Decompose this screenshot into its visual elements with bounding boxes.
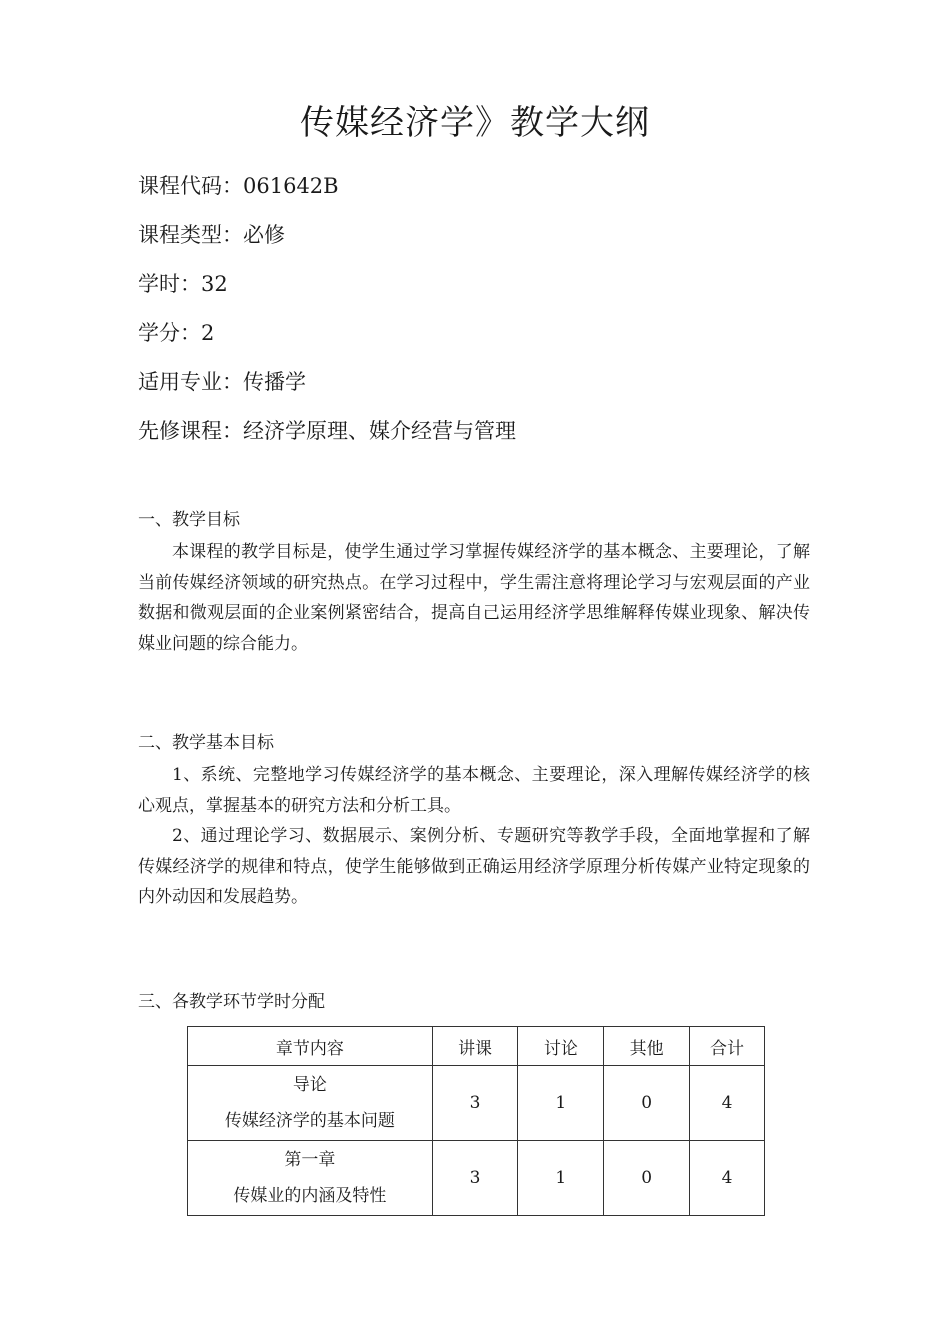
course-code-label: 课程代码： (138, 174, 243, 198)
header-total: 合计 (690, 1027, 765, 1066)
header-chapter-content: 章节内容 (188, 1027, 433, 1066)
course-type-value: 必修 (243, 223, 285, 247)
course-code-row (138, 168, 838, 217)
total-hours-cell: 4 (690, 1141, 765, 1216)
header-discussion: 讨论 (518, 1027, 604, 1066)
prerequisites-value: 经济学原理、媒介经营与管理 (243, 419, 516, 443)
course-hours-row (138, 266, 838, 315)
document-title: 传媒经济学》教学大纲 (300, 103, 650, 143)
course-credits-row (138, 315, 838, 364)
header-lecture: 讲课 (432, 1027, 518, 1066)
chapter-content-cell (188, 1066, 433, 1141)
section-basic-objectives (138, 726, 810, 913)
chapter-name: 导论 (292, 1075, 327, 1095)
chapter-topic: 传媒经济学的基本问题 (224, 1111, 395, 1131)
course-type-row (138, 217, 838, 266)
header-other: 其他 (604, 1027, 690, 1066)
other-hours-cell: 0 (604, 1141, 690, 1216)
chapter-topic: 传媒业的内涵及特性 (233, 1186, 387, 1206)
discussion-hours-cell: 1 (518, 1141, 604, 1216)
paragraph: 本课程的教学目标是，使学生通过学习掌握传媒经济学的基本概念、主要理论，了解当前传媒经济领域的研究热点。在学习过程中，学生需注意将理论学习与宏观层面的产业数据和微观层面的企业案例紧密结合，提高自己运用经济学思维解释传媒业现象、解决传媒业问题的综合能力。 (138, 542, 810, 654)
other-hours-cell: 0 (604, 1066, 690, 1141)
applicable-major-label: 适用专业： (138, 370, 243, 394)
course-code-value: 061642B (243, 174, 339, 198)
section-hours-allocation (138, 985, 810, 1019)
course-hours-value: 32 (201, 272, 228, 296)
lecture-hours-cell: 3 (432, 1066, 518, 1141)
course-type-label: 课程类型： (138, 223, 243, 247)
course-credits-value: 2 (201, 321, 215, 345)
table-header-row (188, 1027, 765, 1066)
applicable-major-value: 传播学 (243, 370, 306, 394)
applicable-major-row (138, 364, 838, 413)
section-heading: 一、教学目标 (138, 510, 240, 530)
hours-allocation-table (187, 1026, 765, 1216)
chapter-name: 第一章 (284, 1150, 336, 1170)
course-info (138, 168, 838, 462)
table-row (188, 1066, 765, 1141)
discussion-hours-cell: 1 (518, 1066, 604, 1141)
section-heading: 二、教学基本目标 (138, 733, 274, 753)
paragraph: 1、系统、完整地学习传媒经济学的基本概念、主要理论，深入理解传媒经济学的核心观点，掌握基本的研究方法和分析工具。 (138, 765, 810, 816)
section-teaching-objectives (138, 503, 810, 659)
section-heading: 三、各教学环节学时分配 (138, 992, 325, 1012)
prerequisites-label: 先修课程： (138, 419, 243, 443)
lecture-hours-cell: 3 (432, 1141, 518, 1216)
course-credits-label: 学分： (138, 321, 201, 345)
prerequisites-row (138, 413, 838, 462)
table-row (188, 1141, 765, 1216)
total-hours-cell: 4 (690, 1066, 765, 1141)
course-hours-label: 学时： (138, 272, 201, 296)
paragraph: 2、通过理论学习、数据展示、案例分析、专题研究等教学手段，全面地掌握和了解传媒经济学的规律和特点，使学生能够做到正确运用经济学原理分析传媒产业特定现象的内外动因和发展趋势。 (138, 826, 810, 907)
chapter-content-cell (188, 1141, 433, 1216)
